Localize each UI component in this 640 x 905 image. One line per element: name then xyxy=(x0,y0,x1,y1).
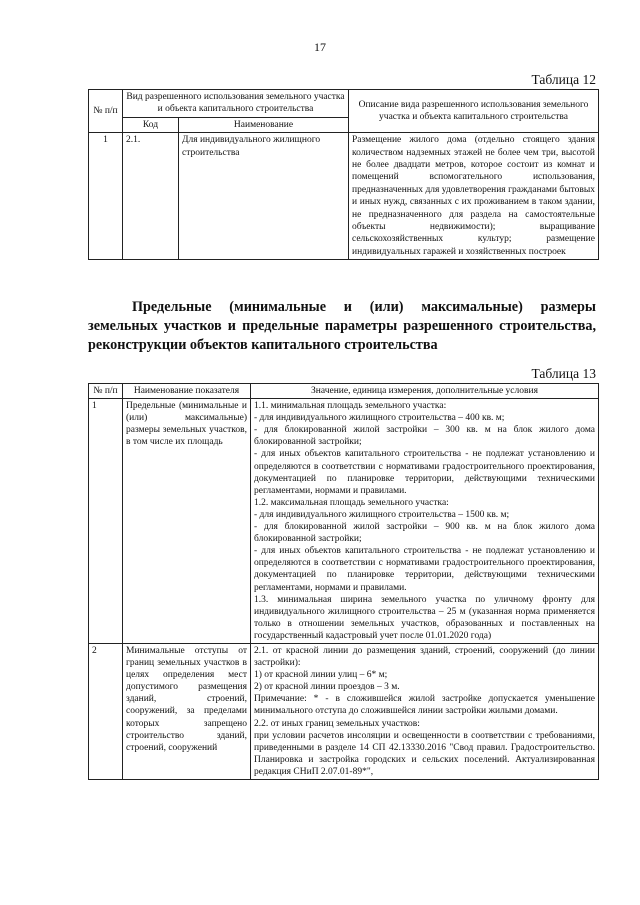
table-12 xyxy=(88,89,599,260)
t13-row2-num: 2 xyxy=(89,643,123,779)
t12-cell-name: Для индивидуального жилищного строительства xyxy=(179,133,349,260)
t12-cell-num: 1 xyxy=(89,133,123,260)
table-row xyxy=(89,399,599,644)
t13-row1-num: 1 xyxy=(89,399,123,644)
t12-header-description: Описание вида разрешенного использования земельного участка и объекта капитального строительства xyxy=(349,90,599,133)
table-13 xyxy=(88,383,599,780)
t13-row2-name: Минимальные отступы от границ земельных участков в целях определения мест допустимого размещения зданий, строений, сооружений, за пределами которых запрещено строительство зданий, строений, сооружений xyxy=(123,643,251,779)
section-heading: Предельные (минимальные и (или) максимальные) размеры земельных участков и предельные параметры разрешенного строительства, реконструкции объектов капитального строительства xyxy=(88,299,596,353)
t13-row1-line: - для индивидуального жилищного строительства – 400 кв. м; xyxy=(254,413,505,424)
t13-header-value: Значение, единица измерения, дополнительные условия xyxy=(251,384,599,399)
t13-header-num: № п/п xyxy=(89,384,123,399)
t12-header-name: Наименование xyxy=(179,117,349,132)
t13-header-name: Наименование показателя xyxy=(123,384,251,399)
t13-row2-line: при условии расчетов инсоляции и освещенности в соответствии с требованиями, приведенными в разделе 14 СП 42.13330.2016 "Свод правил. Градостроительство. Планировка и застройка городских и сельских поселений. Актуализированная редакция СНиП 2.07.01-89*", xyxy=(254,730,595,777)
page-number: 17 xyxy=(314,40,326,54)
t13-row1-value xyxy=(251,399,599,644)
t13-row2-value xyxy=(251,643,599,779)
t12-cell-description: Размещение жилого дома (отдельно стоящего здания количеством надземных этажей не более чем три, высотой не более двадцати метров, которое состоит из комнат и помещений вспомогательного использования, предназначенных для удовлетворения гражданами бытовых и иных нужд, связанных с их проживанием в таком здании, не предназначенного для раздела на самостоятельные объекты недвижимости); выращивание сельскохозяйственных культур; размещение индивидуальных гаражей и хозяйственных построек xyxy=(349,133,599,260)
t13-row2-line: 2) от красной линии проездов – 3 м. xyxy=(254,682,400,693)
t13-row2-line: Примечание: * - в сложившейся жилой застройке допускается уменьшение минимального отступа до сложившейся линии застройки жилыми домами. xyxy=(254,694,595,717)
t13-row1-line: 1.2. максимальная площадь земельного участка: xyxy=(254,497,449,508)
t13-row1-name: Предельные (минимальные и (или) максимальные) размеры земельных участков, в том числе их площадь xyxy=(123,399,251,644)
t12-header-code: Код xyxy=(123,117,179,132)
t13-row2-line: 2.2. от иных границ земельных участков: xyxy=(254,718,420,729)
t12-header-group: Вид разрешенного использования земельного участка и объекта капитального строительства xyxy=(123,90,349,118)
t13-row2-line: 2.1. от красной линии до размещения зданий, строений, сооружений (до линии застройки): xyxy=(254,645,595,669)
t13-row1-line: - для блокированной жилой застройки – 900 кв. м на блок жилого дома блокированной застройки; xyxy=(254,522,595,545)
t13-row1-line: 1.1. минимальная площадь земельного участка: xyxy=(254,401,447,412)
table12-caption: Таблица 12 xyxy=(531,72,596,87)
t13-row1-line: - для блокированной жилой застройки – 300 кв. м на блок жилого дома блокированной застройки; xyxy=(254,425,595,448)
t12-cell-code: 2.1. xyxy=(123,133,179,260)
t13-row1-line: - для индивидуального жилищного строительства – 1500 кв. м; xyxy=(254,509,510,520)
t13-row1-line: 1.3. минимальная ширина земельного участка по уличному фронту для индивидуального жилищного строительства – 25 м (указанная норма применяется только в отношении земельных участков, образованных и поставленных на государственный кадастровый учет после 01.01.2020 года) xyxy=(254,594,595,641)
table-row xyxy=(89,133,599,260)
t12-header-num: № п/п xyxy=(89,90,123,133)
table13-caption: Таблица 13 xyxy=(531,366,596,381)
t13-row1-line: - для иных объектов капитального строительства - не подлежат установлению и определяются в соответствии с нормативами градостроительного проектирования, документацией по планировке территории, действующими техническими регламентами, нормами и правилами. xyxy=(254,546,595,593)
t13-row2-line: 1) от красной линии улиц – 6* м; xyxy=(254,670,388,681)
t13-row1-line: - для иных объектов капитального строительства - не подлежат установлению и определяются в соответствии с нормативами градостроительного проектирования, документацией по планировке территории, действующими техническими регламентами, нормами и правилами. xyxy=(254,449,595,496)
table-row xyxy=(89,643,599,779)
